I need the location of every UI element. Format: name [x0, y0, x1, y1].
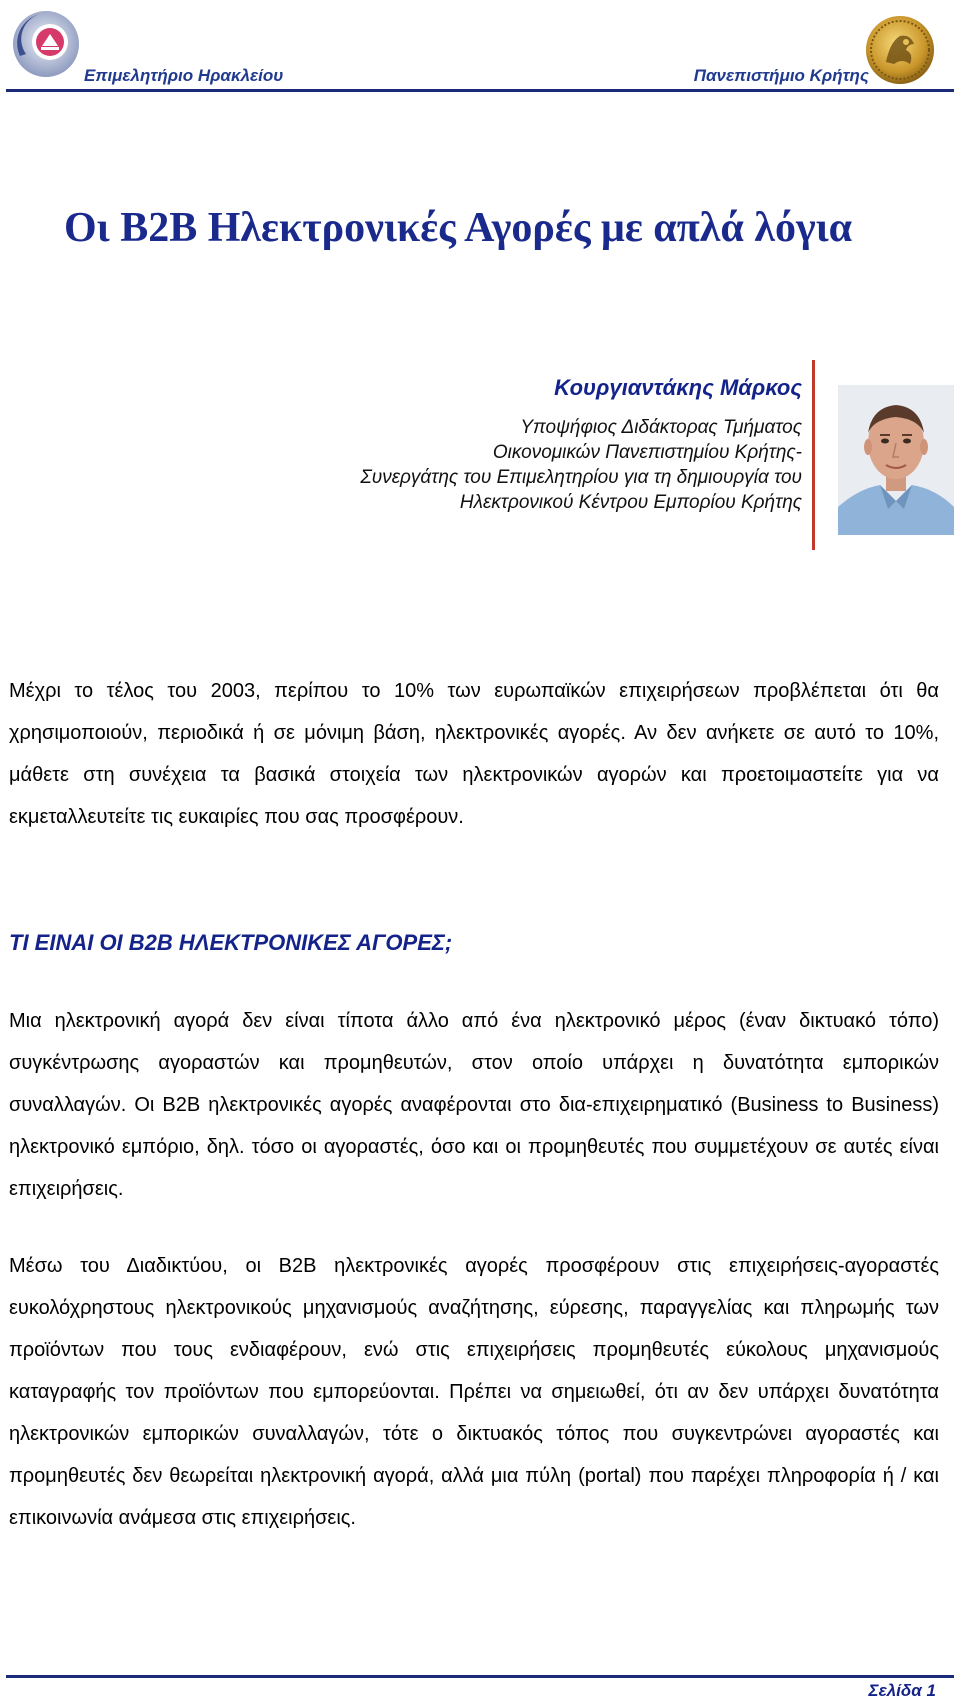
section-heading: ΤΙ ΕΙΝΑΙ ΟΙ B2B ΗΛΕΚΤΡΟΝΙΚΕΣ ΑΓΟΡΕΣ;	[9, 930, 453, 955]
university-seal-icon	[864, 14, 936, 86]
author-block	[200, 375, 802, 515]
author-line: Συνεργάτης του Επιμελητηρίου για τη δημιουργία του	[360, 467, 802, 488]
footer-divider	[6, 1675, 954, 1678]
author-accent-bar	[812, 360, 815, 550]
author-name: Κουργιαντάκης Μάρκος	[554, 375, 802, 400]
header-divider	[6, 89, 954, 92]
page-number: Σελίδα 1	[868, 1681, 936, 1699]
intro-paragraph: Μέχρι το τέλος του 2003, περίπου το 10% των ευρωπαϊκών επιχειρήσεων προβλέπεται ότι θα χρησιμοποιούν, περιοδικά ή σε μόνιμη βάση, ηλεκτρονικές αγορές. Αν δεν ανήκετε σε αυτό το 10%, μάθετε στη συνέχεια τα βασικά στοιχεία των ηλεκτρονικών αγορών και προετοιμαστείτε για να εκμεταλλευτείτε τις ευκαιρίες που σας προσφέρουν.	[9, 680, 939, 828]
header-left-label: Επιμελητήριο Ηρακλείου	[84, 66, 284, 85]
header-right-label: Πανεπιστήμιο Κρήτης	[693, 66, 869, 85]
page-header	[0, 0, 960, 100]
chamber-emblem-icon	[10, 8, 82, 80]
page-title: Οι B2B Ηλεκτρονικές Αγορές με απλά λόγια	[64, 205, 853, 251]
author-portrait	[838, 385, 954, 535]
author-line: Ηλεκτρονικού Κέντρου Εμπορίου Κρήτης	[459, 492, 802, 513]
author-line: Οικονομικών Πανεπιστημίου Κρήτης-	[492, 442, 802, 463]
definition-paragraph: Μια ηλεκτρονική αγορά δεν είναι τίποτα άλλο από ένα ηλεκτρονικό μέρος (έναν δικτυακό τόπο) συγκέντρωσης αγοραστών και προμηθευτών, στον οποίο υπάρχει η δυνατότητα εμπορικών συναλλαγών. Οι B2B ηλεκτρονικές αγορές αναφέρονται στο δια-επιχειρηματικό (Business to Business) ηλεκτρονικό εμπόριο, δηλ. τόσο οι αγοραστές, όσο και οι προμηθευτές που συμμετέχουν σε αυτές είναι επιχειρήσεις.	[9, 1010, 939, 1200]
details-paragraph: Μέσω του Διαδικτύου, οι B2B ηλεκτρονικές αγορές προσφέρουν στις επιχειρήσεις-αγοραστές ευκολόχρηστους ηλεκτρονικούς μηχανισμούς αναζήτησης, εύρεσης, παραγγελίας και πληρωμής των προϊόντων που τους ενδιαφέρουν, ενώ στις επιχειρήσεις προμηθευτές εύκολους μηχανισμούς καταγραφής τον προϊόντων που εμπορεύονται. Πρέπει να σημειωθεί, ότι αν δεν υπάρχει δυνατότητα ηλεκτρονικών εμπορικών συναλλαγών, τότε ο δικτυακός τόπος που συγκεντρώνει αγοραστές και προμηθευτές δεν θεωρείται ηλεκτρονική αγορά, αλλά μια πύλη (portal) που παρέχει πληροφορία ή / και επικοινωνία ανάμεσα στις επιχειρήσεις.	[9, 1255, 939, 1529]
author-line: Υποψήφιος Διδάκτορας Τμήματος	[520, 417, 802, 438]
